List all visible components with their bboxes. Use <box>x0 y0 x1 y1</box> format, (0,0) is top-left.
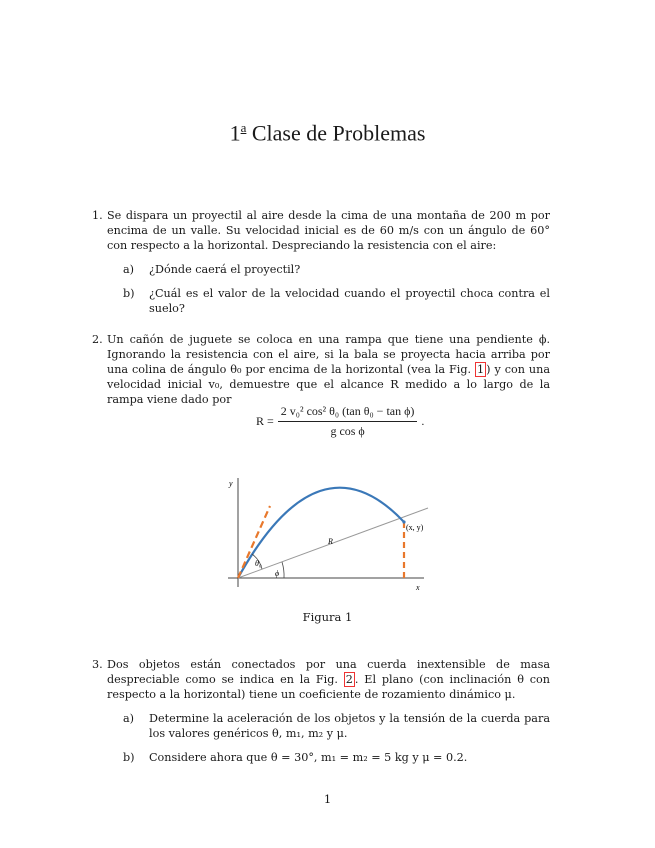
problem-number: 3. <box>92 658 103 671</box>
formula-denominator: g cos ϕ <box>330 424 365 438</box>
problem-2 <box>92 332 550 407</box>
range-label: R <box>328 537 333 546</box>
list-item: b) ¿Cuál es el valor de la velocidad cuando el proyectil choca contra el suelo? <box>123 287 550 315</box>
formula-fraction <box>278 404 418 439</box>
formula-numerator: 2 v₀² cos² θ₀ (tan θ₀ − tan ϕ) <box>278 404 418 422</box>
figure-link[interactable]: 2 <box>345 673 353 686</box>
figure-link[interactable]: 1 <box>477 363 485 376</box>
problem-text: Un cañón de juguete se coloca en una rampa que tiene una pendiente ϕ. Ignorando la resistencia con el aire, si la bala se proyecta hacia arriba por una colina de ángulo θ₀ por encima de la horizontal (vea la Fig. 1 ) y con una velocidad inicial v₀, demuestre que el alcance R medido a lo largo de la rampa viene dado por <box>107 333 550 406</box>
phi-label: ϕ <box>275 569 280 578</box>
list-item: b) Considere ahora que θ = 30°, m₁ = m₂ = 5 kg y μ = 0.2. <box>123 751 468 764</box>
point-label: (x, y) <box>406 523 424 532</box>
formula-lhs: R = <box>256 414 274 428</box>
problem-number: 1. <box>92 209 103 222</box>
page-title: 1$^a$ Clase de Problemas <box>229 120 426 146</box>
y-label: y <box>229 479 233 488</box>
figure-caption: Figura 1 <box>302 610 353 624</box>
problem-text: Se dispara un proyectil al aire desde la cima de una montaña de 200 m por encima de un valle. Su velocidad inicial es de 60 m/s con un ángulo de 60° con respecto a la horizontal. Despreciando la resistencia con el aire: <box>107 209 550 252</box>
figure-1-diagram <box>224 472 434 597</box>
problem-number: 2. <box>92 333 103 346</box>
trajectory-curve <box>238 488 404 578</box>
range-formula: R = $\frac{\text{2 v₀² cos² θ₀ (tan θ₀ − tan ϕ)}}{\text{g cos ϕ}}$ . <box>256 404 425 438</box>
theta0-label: θ₀ <box>255 559 262 568</box>
list-item: a) Determine la aceleración de los objetos y la tensión de la cuerda para los valores genéricos θ, m₁, m₂ y μ. <box>123 712 550 740</box>
problem-3 <box>92 657 550 765</box>
launch-direction <box>238 506 270 578</box>
page-number: 1 <box>323 792 332 806</box>
x-label: x <box>416 583 420 592</box>
problem-1 <box>92 208 550 316</box>
list-item: a) ¿Dónde caerá el proyectil? <box>123 263 301 276</box>
phi-arc <box>282 562 284 578</box>
problem-text: Dos objetos están conectados por una cuerda inextensible de masa despreciable como se indica en la Fig. 2 . El plano (con inclinación θ con respecto a la horizontal) tiene un coeficiente de rozamiento dinámico μ. <box>107 658 551 701</box>
